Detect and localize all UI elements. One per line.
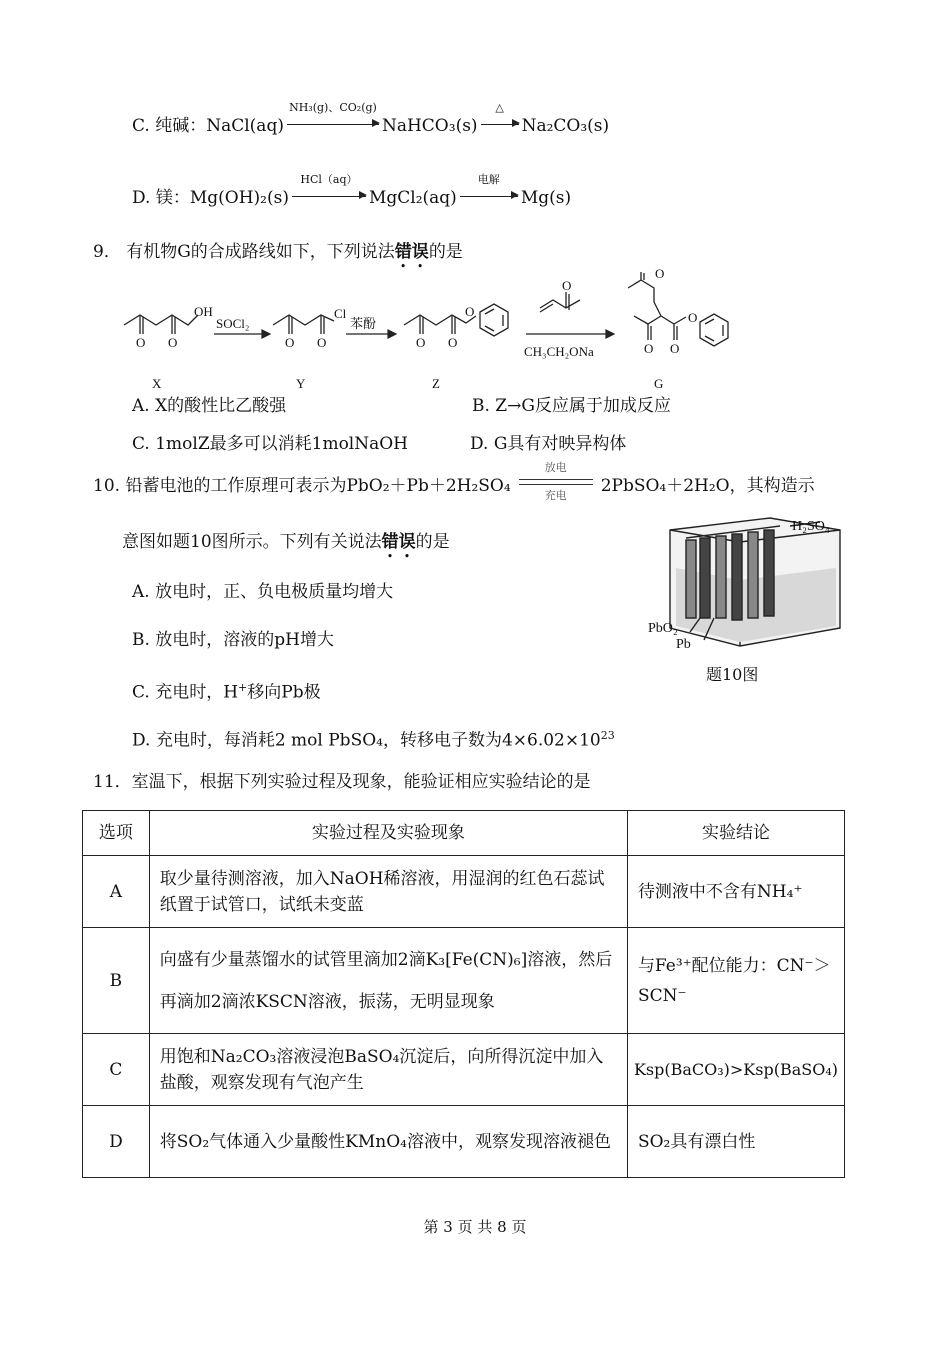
figure-caption: 题10图 — [706, 665, 759, 684]
table-cell-procedure: 用饱和Na₂CO₃溶液浸泡BaSO₄沉淀后，向所得沉淀中加入盐酸，观察发现有气泡产生 — [149, 1034, 627, 1106]
reaction-arrow — [287, 101, 379, 138]
option-label: C. 纯碱： — [132, 116, 207, 136]
atom-label: O — [655, 268, 665, 281]
atom-label: O — [688, 310, 698, 325]
figure-label-pbo2: PbO₂ — [648, 621, 678, 636]
atom-label: O — [670, 341, 680, 356]
reagent-label: SOCl₂ — [216, 316, 250, 331]
emphasis-text: 错误 — [394, 242, 429, 262]
table-cell-option: A — [83, 856, 150, 928]
equilibrium-arrow — [519, 461, 593, 502]
atom-label: OH — [194, 304, 213, 319]
atom-label: Cl — [334, 306, 347, 321]
reagent-label: CH₃CH₂ONa — [524, 344, 594, 359]
stem-text: 的是 — [428, 242, 463, 262]
question-11-stem: 11．室温下，根据下列实验过程及现象，能验证相应实验结论的是 — [93, 772, 591, 792]
lead-acid-battery-figure — [640, 508, 850, 688]
compound-label: Y — [296, 376, 306, 391]
arrow-condition: HCl（aq） — [300, 173, 358, 186]
superscript: 23 — [600, 729, 615, 742]
question-10-stem — [93, 461, 815, 502]
arrow-condition: △ — [495, 101, 504, 114]
table-cell-conclusion: Ksp(BaCO₃)>Ksp(BaSO₄) — [627, 1034, 844, 1106]
superscript: + — [238, 681, 248, 694]
option-text: 移向Pb极 — [247, 682, 321, 703]
table-cell-conclusion: SO₂具有漂白性 — [627, 1106, 844, 1178]
arrow-condition: NH₃(g)、CO₂(g) — [289, 101, 377, 114]
option-text: D. 充电时，每消耗2 mol PbSO₄，转移电子数为4×6.02×10 — [132, 730, 601, 751]
table-header: 实验结论 — [627, 811, 844, 856]
question-9-option-d: D. G具有对映异构体 — [470, 434, 627, 454]
atom-label: O — [168, 335, 178, 350]
atom-label: O — [317, 335, 327, 350]
stem-text: 9． 有机物G的合成路线如下，下列说法 — [93, 242, 395, 262]
product: MgCl₂(aq) — [368, 188, 457, 208]
atom-label: O — [416, 335, 426, 350]
option-text: C. 充电时，H — [132, 682, 239, 703]
stem-text: 10. 铅蓄电池的工作原理可表示为PbO₂＋Pb＋2H₂SO₄ — [93, 476, 511, 496]
question-10-option-b: B. 放电时，溶液的pH增大 — [132, 630, 335, 650]
question-9-option-b: B. Z→G反应属于加成反应 — [472, 396, 671, 416]
reactant: Mg(OH)₂(s) — [189, 188, 289, 208]
figure-label-pb: Pb — [676, 637, 691, 652]
atom-label: O — [285, 335, 295, 350]
arrow-condition: 放电 — [544, 461, 567, 474]
option-label: D. 镁： — [132, 188, 190, 208]
question-10-option-d — [132, 724, 615, 753]
compound-label: G — [654, 376, 664, 391]
compound-label: X — [152, 376, 162, 391]
reagent-label: 苯酚 — [350, 316, 377, 331]
question-10-stem-2 — [122, 530, 450, 562]
reaction-arrow — [460, 173, 518, 210]
stem-text: 2PbSO₄＋2H₂O，其构造示 — [600, 476, 815, 496]
table-cell-procedure: 将SO₂气体通入少量酸性KMnO₄溶液中，观察发现溶液褪色 — [149, 1106, 627, 1178]
figure-label-h2so4: H₂SO₄ — [792, 519, 830, 534]
product: NaHCO₃(s) — [381, 116, 478, 136]
table-row — [83, 856, 845, 928]
stem-text: 的是 — [415, 532, 450, 552]
atom-label: O — [448, 335, 458, 350]
product: Mg(s) — [520, 188, 572, 208]
table-row — [83, 928, 845, 1034]
table-cell-option: D — [83, 1106, 150, 1178]
atom-label: O — [644, 341, 654, 356]
question-9-option-a: A. X的酸性比乙酸强 — [132, 396, 287, 416]
table-cell-procedure: 向盛有少量蒸馏水的试管里滴加2滴K₃[Fe(CN)₆]溶液，然后再滴加2滴浓KSCN溶液，振荡，无明显现象 — [149, 928, 627, 1034]
emphasis-text: 错误 — [381, 532, 416, 552]
arrow-condition: 电解 — [477, 173, 500, 186]
table-cell-procedure: 取少量待测溶液，加入NaOH稀溶液，用湿润的红色石蕊试纸置于试管口，试纸未变蓝 — [149, 856, 627, 928]
experiment-table — [82, 810, 845, 1178]
atom-label: O — [136, 335, 146, 350]
atom-label: O — [562, 278, 572, 293]
stem-text: 意图如题10图所示。下列有关说法 — [122, 532, 382, 552]
arrow-condition: 充电 — [544, 489, 567, 502]
product: Na₂CO₃(s) — [521, 116, 610, 136]
page-footer: 第 3 页 共 8 页 — [423, 1218, 527, 1236]
table-row — [83, 1034, 845, 1106]
option-d-line — [132, 173, 572, 210]
option-c-line — [132, 101, 610, 138]
reaction-arrow — [481, 101, 519, 138]
table-cell-option: B — [83, 928, 150, 1034]
table-header: 选项 — [83, 811, 150, 856]
table-cell-conclusion: 与Fe³⁺配位能力：CN⁻＞SCN⁻ — [627, 928, 844, 1034]
table-cell-option: C — [83, 1034, 150, 1106]
synthesis-route-diagram — [110, 268, 770, 393]
table-header: 实验过程及实验现象 — [149, 811, 627, 856]
table-header-row — [83, 811, 845, 856]
table-cell-conclusion: 待测液中不含有NH₄⁺ — [627, 856, 844, 928]
reaction-arrow — [292, 173, 366, 210]
question-10-option-a: A. 放电时，正、负电极质量均增大 — [132, 582, 394, 602]
atom-label: O — [465, 304, 475, 319]
compound-label: Z — [432, 376, 440, 391]
question-10-option-c — [132, 676, 321, 705]
table-row — [83, 1106, 845, 1178]
question-9-option-c: C. 1molZ最多可以消耗1molNaOH — [132, 434, 409, 454]
reactant: NaCl(aq) — [206, 116, 284, 136]
